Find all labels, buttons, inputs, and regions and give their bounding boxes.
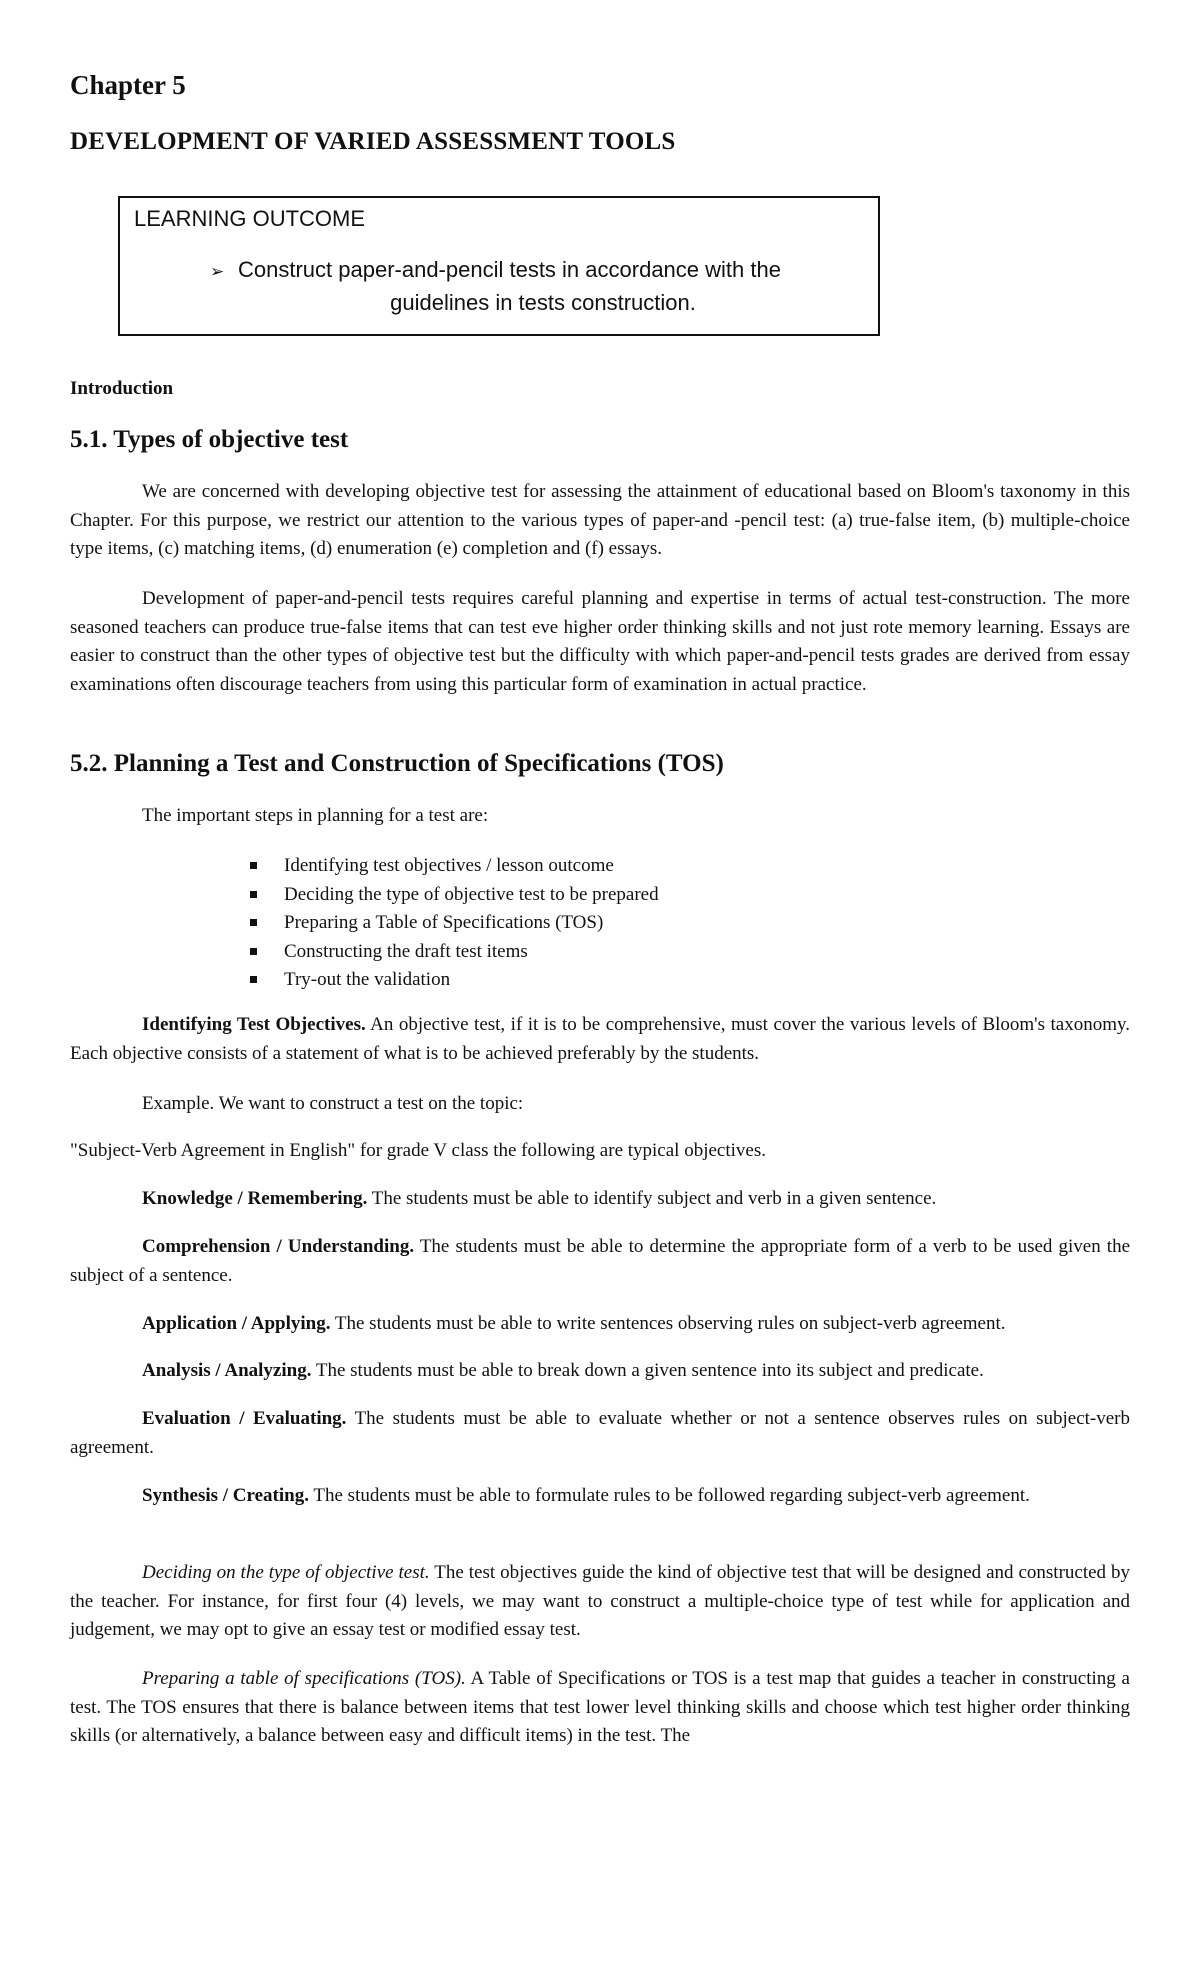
steps-intro: The important steps in planning for a test are: <box>142 805 489 826</box>
objective-text: The students must be able to identify subject and verb in a given sentence. <box>367 1188 937 1209</box>
learning-outcome-box <box>118 196 880 336</box>
identifying-text: An objective test, if it is to be comprehensive, must cover the various levels of Bloom's taxonomy. Each objective consists of a statement of what is to be achieved preferably by the students. <box>70 1014 1131 1064</box>
introduction-heading: Introduction <box>70 378 174 399</box>
preparing-lead: Preparing a table of specifications (TOS). <box>142 1668 466 1689</box>
preparing-tos-paragraph <box>70 1665 1130 1751</box>
list-item: Constructing the draft test items <box>250 938 659 967</box>
identifying-lead: Identifying Test Objectives. <box>142 1014 366 1035</box>
objective-text: The students must be able to break down a given sentence into its subject and predicate. <box>311 1360 984 1381</box>
objective-text: The students must be able to evaluate whether or not a sentence observes rules on subject-verb agreement. <box>70 1408 1130 1458</box>
topic-paragraph: "Subject-Verb Agreement in English" for grade V class the following are typical objectives. <box>70 1140 766 1161</box>
objective-text: The students must be able to determine the appropriate form of a verb to be used given the subject of a sentence. <box>70 1236 1130 1286</box>
objective-synthesis <box>70 1482 1130 1511</box>
objective-lead: Knowledge / Remembering. <box>142 1188 368 1209</box>
arrow-bullet-icon: ➢ <box>210 262 225 281</box>
learning-outcome-text-1: Construct paper-and-pencil tests in accordance with the <box>238 257 781 282</box>
list-item: Identifying test objectives / lesson outcome <box>250 852 659 881</box>
list-item: Deciding the type of objective test to be prepared <box>250 881 659 910</box>
section-5-1-heading: 5.1. Types of objective test <box>70 426 349 453</box>
objective-application <box>70 1310 1130 1339</box>
deciding-lead: Deciding on the type of objective test. <box>142 1562 430 1583</box>
objective-lead: Comprehension / Understanding. <box>142 1236 415 1257</box>
objective-comprehension <box>70 1233 1130 1290</box>
identifying-objectives-paragraph <box>70 1011 1130 1068</box>
objective-lead: Evaluation / Evaluating. <box>142 1408 347 1429</box>
section-5-1-paragraph-2: Development of paper-and-pencil tests requires careful planning and expertise in terms of actual test-construction. The more seasoned teachers can produce true-false items that can test eve higher order thinking skills and not just rote memory learning. Essays are easier to construct than the other types of objective test but the difficulty with which paper-and-pencil tests grades are derived from essay examinations often discourage teachers from using this particular form of examination in actual practice. <box>70 588 1130 695</box>
chapter-title: DEVELOPMENT OF VARIED ASSESSMENT TOOLS <box>70 128 676 155</box>
chapter-label: Chapter 5 <box>70 70 186 100</box>
learning-outcome-line-1 <box>210 254 850 287</box>
list-item: Try-out the validation <box>250 966 659 995</box>
objective-knowledge <box>70 1185 1130 1214</box>
learning-outcome-text-2: guidelines in tests construction. <box>390 290 696 315</box>
example-paragraph: Example. We want to construct a test on the topic: <box>142 1093 524 1114</box>
objective-text: The students must be able to write sentences observing rules on subject-verb agreement. <box>330 1313 1006 1334</box>
objective-lead: Synthesis / Creating. <box>142 1485 309 1506</box>
objective-analysis <box>70 1357 1130 1386</box>
steps-list <box>250 852 659 995</box>
preparing-text: A Table of Specifications or TOS is a test map that guides a teacher in constructing a test. The TOS ensures that there is balance between items that test lower level thinking skills and choose which test higher order thinking skills (or alternatively, a balance between easy and difficult items) in the test. The <box>70 1668 1130 1746</box>
deciding-text: The test objectives guide the kind of objective test that will be designed and constructed by the teacher. For instance, for first four (4) levels, we may want to construct a multiple-choice type of test while for application and judgement, we may opt to give an essay test or modified essay test. <box>70 1562 1131 1640</box>
learning-outcome-item <box>210 254 850 318</box>
objective-evaluation <box>70 1405 1130 1462</box>
list-item: Preparing a Table of Specifications (TOS) <box>250 909 659 938</box>
objective-lead: Analysis / Analyzing. <box>142 1360 312 1381</box>
section-5-1-paragraph-1: We are concerned with developing objective test for assessing the attainment of educational based on Bloom's taxonomy in this Chapter. For this purpose, we restrict our attention to the various types of paper-and -pencil test: (a) true-false item, (b) multiple-choice type items, (c) matching items, (d) enumeration (e) completion and (f) essays. <box>70 481 1130 559</box>
learning-outcome-heading: LEARNING OUTCOME <box>134 206 366 231</box>
deciding-type-paragraph <box>70 1559 1130 1645</box>
section-5-2-heading: 5.2. Planning a Test and Construction of Specifications (TOS) <box>70 750 724 777</box>
objective-text: The students must be able to formulate rules to be followed regarding subject-verb agreement. <box>308 1485 1030 1506</box>
objective-lead: Application / Applying. <box>142 1313 331 1334</box>
